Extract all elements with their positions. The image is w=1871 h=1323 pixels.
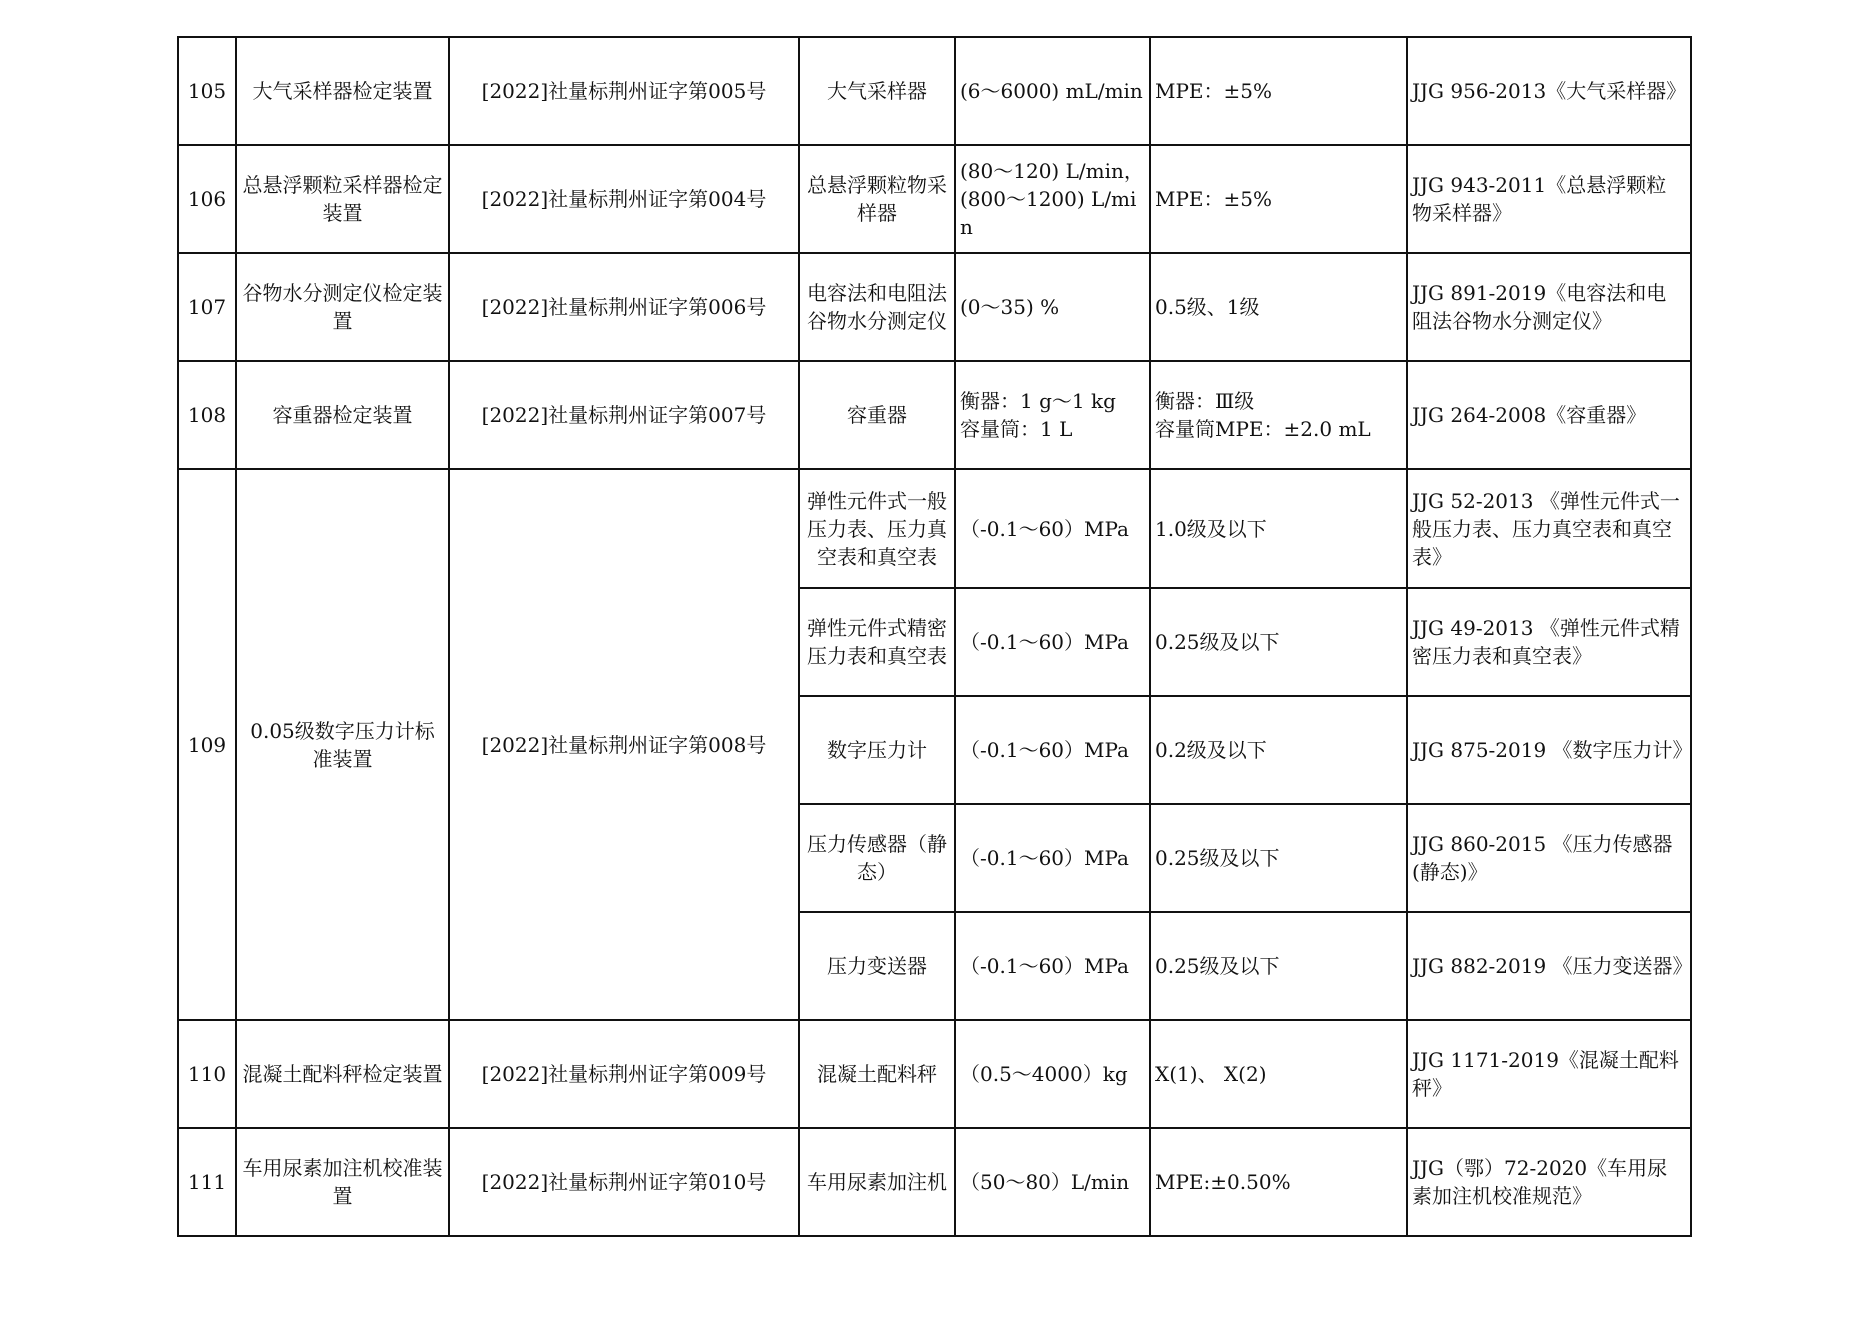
table-row: [178, 253, 1691, 361]
table-row: [178, 37, 1691, 145]
instrument-name: 压力传感器（静态）: [799, 804, 955, 912]
standards-table: [177, 36, 1692, 1237]
range-line: (80～120) L/min，: [960, 159, 1144, 183]
standard-name: 0.05级数字压力计标准装置: [236, 469, 449, 1020]
instrument-name: 大气采样器: [799, 37, 955, 145]
measuring-range: [955, 145, 1150, 253]
accuracy-class: 1.0级及以下: [1150, 469, 1407, 588]
regulation: JJG（鄂）72-2020《车用尿素加注机校准规范》: [1407, 1128, 1691, 1236]
measuring-range: （0.5～4000）kg: [955, 1020, 1150, 1128]
accuracy-line: 衡器：Ⅲ级: [1155, 389, 1255, 413]
accuracy-class: 0.2级及以下: [1150, 696, 1407, 804]
certificate-number: [2022]社量标荆州证字第007号: [449, 361, 799, 469]
standard-name: 车用尿素加注机校准装置: [236, 1128, 449, 1236]
row-number: 110: [178, 1020, 236, 1128]
row-number: 107: [178, 253, 236, 361]
certificate-number: [2022]社量标荆州证字第006号: [449, 253, 799, 361]
range-line: 容量筒：1 L: [960, 417, 1073, 441]
measuring-range: (0～35) %: [955, 253, 1150, 361]
row-number: 108: [178, 361, 236, 469]
certificate-number: [2022]社量标荆州证字第010号: [449, 1128, 799, 1236]
regulation: JJG 1171-2019《混凝土配料秤》: [1407, 1020, 1691, 1128]
accuracy-class: MPE:±0.50%: [1150, 1128, 1407, 1236]
measuring-range: [955, 361, 1150, 469]
standard-name: 容重器检定装置: [236, 361, 449, 469]
measuring-range: （-0.1～60）MPa: [955, 804, 1150, 912]
accuracy-line: 容量筒MPE：±2.0 mL: [1155, 417, 1371, 441]
accuracy-class: [1150, 361, 1407, 469]
table-row: [178, 1020, 1691, 1128]
accuracy-class: 0.25级及以下: [1150, 588, 1407, 696]
table-row: [178, 469, 1691, 588]
row-number: 106: [178, 145, 236, 253]
measuring-range: （-0.1～60）MPa: [955, 696, 1150, 804]
standard-name: 大气采样器检定装置: [236, 37, 449, 145]
certificate-number: [2022]社量标荆州证字第004号: [449, 145, 799, 253]
measuring-range: （-0.1～60）MPa: [955, 469, 1150, 588]
measuring-range: （50～80）L/min: [955, 1128, 1150, 1236]
regulation: JJG 943-2011《总悬浮颗粒物采样器》: [1407, 145, 1691, 253]
regulation: JJG 875-2019 《数字压力计》: [1407, 696, 1691, 804]
accuracy-class: 0.25级及以下: [1150, 804, 1407, 912]
instrument-name: 总悬浮颗粒物采样器: [799, 145, 955, 253]
standard-name: 谷物水分测定仪检定装置: [236, 253, 449, 361]
certificate-number: [2022]社量标荆州证字第008号: [449, 469, 799, 1020]
regulation: JJG 891-2019《电容法和电阻法谷物水分测定仪》: [1407, 253, 1691, 361]
measuring-range: （-0.1～60）MPa: [955, 912, 1150, 1020]
instrument-name: 混凝土配料秤: [799, 1020, 955, 1128]
standard-name: 总悬浮颗粒采样器检定装置: [236, 145, 449, 253]
accuracy-class: MPE：±5%: [1150, 37, 1407, 145]
measuring-range: (6～6000) mL/min: [955, 37, 1150, 145]
regulation: JJG 882-2019 《压力变送器》: [1407, 912, 1691, 1020]
accuracy-class: 0.25级及以下: [1150, 912, 1407, 1020]
instrument-name: 容重器: [799, 361, 955, 469]
instrument-name: 数字压力计: [799, 696, 955, 804]
accuracy-class: 0.5级、1级: [1150, 253, 1407, 361]
regulation: JJG 49-2013 《弹性元件式精密压力表和真空表》: [1407, 588, 1691, 696]
instrument-name: 弹性元件式精密压力表和真空表: [799, 588, 955, 696]
regulation: JJG 956-2013《大气采样器》: [1407, 37, 1691, 145]
row-number: 111: [178, 1128, 236, 1236]
accuracy-class: MPE：±5%: [1150, 145, 1407, 253]
regulation: JJG 52-2013 《弹性元件式一般压力表、压力真空表和真空表》: [1407, 469, 1691, 588]
certificate-number: [2022]社量标荆州证字第005号: [449, 37, 799, 145]
instrument-name: 压力变送器: [799, 912, 955, 1020]
range-line: 衡器：1 g～1 kg: [960, 389, 1116, 413]
regulation: JJG 264-2008《容重器》: [1407, 361, 1691, 469]
table-row: [178, 361, 1691, 469]
table-row: [178, 1128, 1691, 1236]
instrument-name: 弹性元件式一般压力表、压力真空表和真空表: [799, 469, 955, 588]
accuracy-class: X(1)、 X(2): [1150, 1020, 1407, 1128]
row-number: 109: [178, 469, 236, 1020]
standard-name: 混凝土配料秤检定装置: [236, 1020, 449, 1128]
row-number: 105: [178, 37, 236, 145]
certificate-number: [2022]社量标荆州证字第009号: [449, 1020, 799, 1128]
instrument-name: 车用尿素加注机: [799, 1128, 955, 1236]
instrument-name: 电容法和电阻法谷物水分测定仪: [799, 253, 955, 361]
regulation: JJG 860-2015 《压力传感器(静态)》: [1407, 804, 1691, 912]
table-row: [178, 145, 1691, 253]
measuring-range: （-0.1～60）MPa: [955, 588, 1150, 696]
range-line: (800～1200) L/min: [960, 187, 1137, 239]
